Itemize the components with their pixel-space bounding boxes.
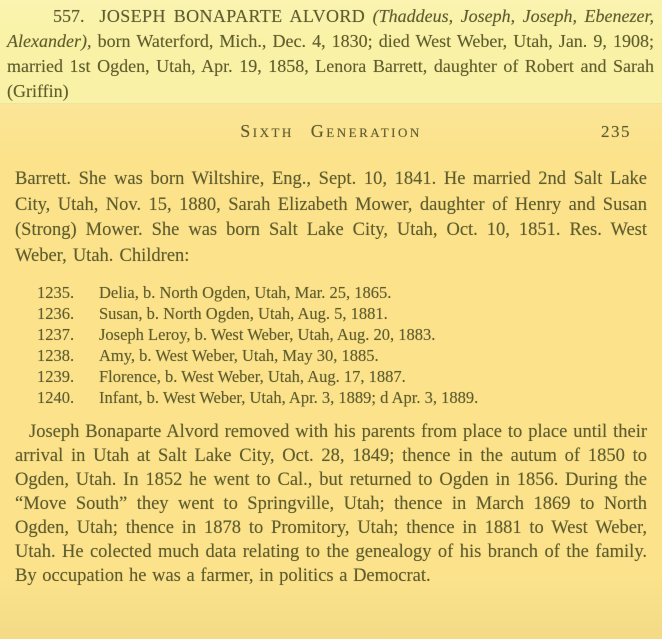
lineage-names: (Thaddeus, Joseph, Joseph, Ebenezer, Alexander),	[7, 6, 654, 51]
child-number: 1237.	[37, 325, 75, 344]
current-page	[0, 104, 662, 639]
list-item	[37, 324, 647, 345]
child-number: 1238.	[37, 346, 75, 365]
paragraph-marriage-details: Barrett. She was born Wiltshire, Eng., Sept. 10, 1841. He married 2nd Salt Lake City, Utah, Nov. 15, 1880, Sarah Elizabeth Mower, daughter of Henry and Susan (Strong) Mower. She was born Salt Lake City, Utah, Oct. 10, 1851. Res. West Weber, Utah. Children:	[15, 169, 647, 266]
children-list	[37, 282, 647, 408]
child-text: Amy, b. West Weber, Utah, May 30, 1885.	[99, 346, 379, 365]
child-text: Susan, b. North Ogden, Utah, Aug. 5, 1881.	[99, 304, 388, 323]
entry-text: born Waterford, Mich., Dec. 4, 1830; died West Weber, Utah, Jan. 9, 1908; married 1st Ogden, Utah, Apr. 19, 1858, Lenora Barrett, daughter of Robert and Sarah (Griffin)	[7, 31, 654, 101]
entry-number: 557.	[53, 6, 85, 26]
page-header	[15, 121, 647, 145]
previous-page-fragment	[0, 0, 662, 104]
list-item	[37, 387, 647, 408]
child-number: 1240.	[37, 388, 75, 407]
list-item	[37, 303, 647, 324]
list-item	[37, 366, 647, 387]
page-number: 235	[601, 122, 631, 141]
child-text: Infant, b. West Weber, Utah, Apr. 3, 1889; d Apr. 3, 1889.	[99, 388, 479, 407]
child-number: 1239.	[37, 367, 75, 386]
generation-title: Sixth Generation	[240, 121, 422, 141]
entry-paragraph	[7, 4, 654, 104]
child-number: 1235.	[37, 283, 75, 302]
list-item	[37, 282, 647, 303]
paragraph-biography: Joseph Bonaparte Alvord removed with his parents from place to place until their arrival in Utah at Salt Lake City, Oct. 28, 1849; thence in the autum of 1850 to Ogden, Utah. In 1852 he went to Cal., but returned to Ogden in 1856. During the “Move South” they went to Springville, Utah; thence in March 1869 to North Ogden, Utah; thence in 1878 to Promitory, Utah; thence in 1881 to West Weber, Utah. He colected much data relating to the genealogy of his branch of the family. By occupation he was a farmer, in politics a Democrat.	[15, 422, 647, 586]
child-number: 1236.	[37, 304, 75, 323]
child-text: Florence, b. West Weber, Utah, Aug. 17, 1887.	[99, 367, 406, 386]
child-text: Delia, b. North Ogden, Utah, Mar. 25, 1865.	[99, 283, 392, 302]
list-item	[37, 345, 647, 366]
person-name: JOSEPH BONAPARTE ALVORD	[99, 6, 366, 26]
child-text: Joseph Leroy, b. West Weber, Utah, Aug. 20, 1883.	[99, 325, 436, 344]
